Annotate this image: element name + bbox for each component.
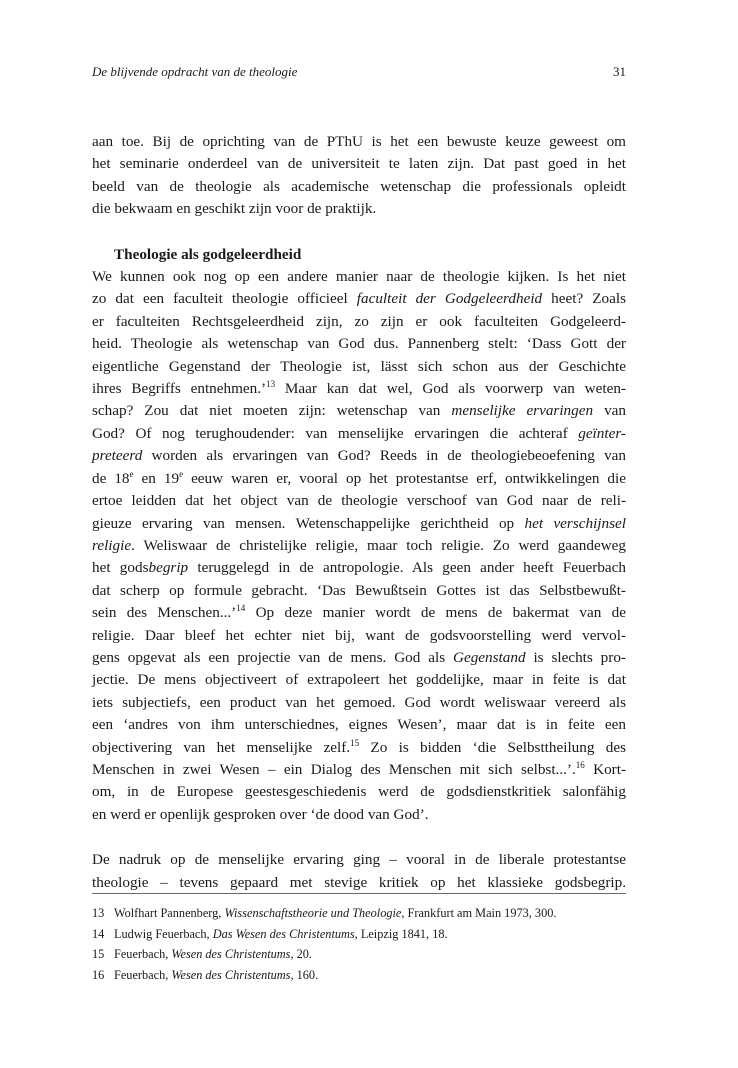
text-line bbox=[92, 557, 626, 579]
text-run: ertoe leidden dat het object van de theologie verschoof van God naar de reli- bbox=[92, 492, 626, 510]
footnote-ref-16[interactable]: 16 bbox=[575, 759, 585, 770]
text-run: Menschen in zwei Wesen – ein Dialog des Menschen mit sich selbst...’. bbox=[92, 760, 576, 778]
text-run: eeuw waren er, vooral op het protestantse erf, ontwikkelingen die bbox=[183, 469, 626, 487]
text-run: de 18 bbox=[92, 469, 130, 487]
italic-run: faculteit der Godgeleerdheid bbox=[356, 290, 543, 308]
text-run: religie. Daar bleef het echter niet bij, want de godsvoorstelling werd vervol- bbox=[92, 626, 626, 644]
ordinal-suffix: e bbox=[129, 468, 134, 479]
text-line: beeld van de theologie als academische wetenschap die professionals opleidt bbox=[92, 177, 626, 195]
text-run: eigentliche Gegenstand der Theologie ist, lässt sich schon aus der Geschichte bbox=[92, 357, 626, 375]
text-run: sein des Menschen...’ bbox=[92, 604, 237, 622]
text-line bbox=[92, 333, 626, 355]
text-run: het gods bbox=[92, 559, 149, 577]
text-run: Feuerbach, bbox=[114, 967, 172, 982]
text-line bbox=[92, 311, 626, 333]
footnote-text bbox=[114, 944, 312, 965]
text-line: het seminarie onderdeel van de universiteit te laten zijn. Dat past goed in het bbox=[92, 155, 626, 173]
text-run: heid. Theologie als wetenschap van God dus. Pannenberg stelt: ‘Dass Gott der bbox=[92, 335, 626, 353]
text-run: jectie. De mens objectiveert of extrapoleert het goddelijke, maar in feite is dat bbox=[92, 671, 626, 689]
italic-run: Das Wesen des Christentums bbox=[212, 926, 355, 941]
text-line bbox=[92, 737, 626, 759]
text-line bbox=[92, 625, 626, 647]
ordinal-suffix: e bbox=[179, 468, 184, 479]
italic-run: Wissenschaftstheorie und Theologie bbox=[224, 906, 402, 920]
paragraph-2 bbox=[92, 266, 626, 826]
footnote-number: 16 bbox=[92, 967, 105, 982]
text-line bbox=[92, 356, 626, 378]
text-run: dat scherp op formule gebracht. ‘Das Bewußtsein Gottes ist das Selbstbewußt- bbox=[92, 581, 626, 599]
italic-run: religie bbox=[92, 536, 132, 554]
footnote-16 bbox=[92, 965, 626, 986]
footnote-15 bbox=[92, 944, 626, 965]
paragraph-1 bbox=[92, 131, 626, 221]
text-line bbox=[92, 266, 626, 288]
text-run: Ludwig Feuerbach, bbox=[114, 926, 213, 941]
italic-run: menselijke ervaringen bbox=[451, 402, 594, 420]
footnote-number: 14 bbox=[92, 926, 105, 941]
paragraph-3 bbox=[92, 849, 626, 894]
text-run: Zo is bidden ‘die Selbsttheilung des bbox=[359, 738, 626, 756]
text-line: die bekwaam en geschikt zijn voor de praktijk. bbox=[92, 200, 377, 218]
text-run: teruggelegd in de antropologie. Als geen ander heeft Feuerbach bbox=[188, 559, 627, 577]
text-line bbox=[92, 400, 626, 422]
text-line bbox=[92, 669, 626, 691]
text-run: iets subjectiefs, een product van het gemoed. God wordt weliswaar vereerd als bbox=[92, 693, 626, 711]
text-line bbox=[92, 288, 626, 310]
footnote-ref-13[interactable]: 13 bbox=[266, 379, 276, 390]
text-run: heet? Zoals bbox=[542, 290, 626, 308]
footnote-text bbox=[114, 924, 448, 945]
body-text bbox=[92, 131, 626, 894]
footnote-ref-15[interactable]: 15 bbox=[350, 737, 360, 748]
book-page bbox=[92, 0, 626, 1068]
text-line bbox=[92, 468, 626, 490]
text-run: Maar kan dat wel, God als voorwerp van weten- bbox=[275, 380, 626, 398]
text-line bbox=[92, 445, 626, 467]
text-run: en werd er openlijk gesproken over ‘de dood van God’. bbox=[92, 805, 429, 823]
text-run: zo dat een faculteit theologie officieel bbox=[92, 290, 357, 308]
running-head-title: De blijvende opdracht van de theologie bbox=[92, 64, 298, 79]
text-run: Wolfhart Pannenberg, bbox=[114, 906, 225, 920]
footnote-14 bbox=[92, 924, 626, 945]
text-run: gieuze ervaring van mensen. Wetenschappelijke gerichtheid op bbox=[92, 514, 525, 532]
footnote-text bbox=[114, 903, 556, 924]
text-line: aan toe. Bij de oprichting van de PThU is het een bewuste keuze geweest om bbox=[92, 133, 626, 150]
text-line: theologie – tevens gepaard met stevige kritiek op het klassieke godsbegrip. bbox=[92, 873, 626, 891]
text-run: . Weliswaar de christelijke religie, maar toch religie. Zo werd gaandeweg bbox=[131, 536, 626, 554]
text-run: gens opgevat als een projectie van de mens. God als bbox=[92, 648, 453, 666]
text-line bbox=[92, 513, 626, 535]
footnote-number: 15 bbox=[92, 947, 105, 962]
section-heading: Theologie als godgeleerdheid bbox=[114, 245, 302, 263]
text-run: , 20. bbox=[290, 947, 313, 962]
text-line bbox=[92, 535, 626, 557]
text-line: De nadruk op de menselijke ervaring ging – vooral in de liberale protestantse bbox=[92, 851, 626, 869]
italic-run: Wesen des Christentums bbox=[171, 967, 291, 982]
text-run: God? Of nog terughoudender: van menselijke ervaringen die achteraf bbox=[92, 424, 579, 442]
text-line bbox=[92, 490, 626, 512]
text-run: van bbox=[593, 402, 626, 420]
text-line bbox=[92, 602, 626, 624]
text-run: is slechts pro- bbox=[525, 648, 626, 666]
footnote-text bbox=[114, 965, 318, 986]
italic-run: preteerd bbox=[92, 447, 143, 465]
italic-run: begrip bbox=[148, 559, 189, 577]
footnote-ref-14[interactable]: 14 bbox=[236, 603, 246, 614]
text-line bbox=[92, 804, 626, 826]
footnote-13 bbox=[92, 903, 626, 924]
italic-run: geïnter- bbox=[578, 424, 626, 442]
italic-run: Wesen des Christentums bbox=[171, 947, 291, 962]
text-run: , 160. bbox=[290, 967, 319, 982]
text-line bbox=[92, 378, 626, 400]
text-run: er faculteiten Rechtsgeleerdheid zijn, zo zijn er ook faculteiten Godgeleerd- bbox=[92, 312, 626, 330]
text-run: en 19 bbox=[133, 469, 180, 487]
page-number: 31 bbox=[613, 64, 626, 79]
text-run: om, in de Europese geestesgeschiedenis werd de godsdienstkritiek salonfähig bbox=[92, 783, 626, 801]
text-run: Kort- bbox=[584, 760, 626, 778]
text-run: objectivering van het menselijke zelf. bbox=[92, 738, 351, 756]
italic-run: het verschijnsel bbox=[524, 514, 626, 532]
text-line bbox=[92, 692, 626, 714]
text-run: Op deze manier wordt de mens de bakermat van de bbox=[245, 604, 627, 622]
footnote-number: 13 bbox=[92, 906, 105, 920]
text-run: een ‘andres von ihm unterschiednes, eignes Wesen’, maar dat is in feite een bbox=[92, 716, 626, 734]
text-line bbox=[92, 580, 626, 602]
footnotes bbox=[92, 903, 626, 985]
text-run: We kunnen ook nog op een andere manier naar de theologie kijken. Is het niet bbox=[92, 268, 626, 286]
text-run: , Frankfurt am Main 1973, 300. bbox=[401, 906, 557, 920]
text-run: schap? Zou dat niet moeten zijn: wetenschap van bbox=[92, 402, 452, 420]
footnote-divider bbox=[92, 893, 626, 894]
text-run: ihres Begriffs entnehmen.’ bbox=[92, 380, 267, 398]
text-run: Feuerbach, bbox=[114, 947, 172, 962]
text-line bbox=[92, 423, 626, 445]
italic-run: Gegenstand bbox=[453, 648, 526, 666]
text-line bbox=[92, 647, 626, 669]
text-line bbox=[92, 714, 626, 736]
text-line bbox=[92, 781, 626, 803]
text-line bbox=[92, 759, 626, 781]
text-run: , Leipzig 1841, 18. bbox=[354, 926, 448, 941]
text-run: worden als ervaringen van God? Reeds in de theologiebeoefening van bbox=[142, 447, 626, 465]
running-head bbox=[92, 64, 626, 80]
